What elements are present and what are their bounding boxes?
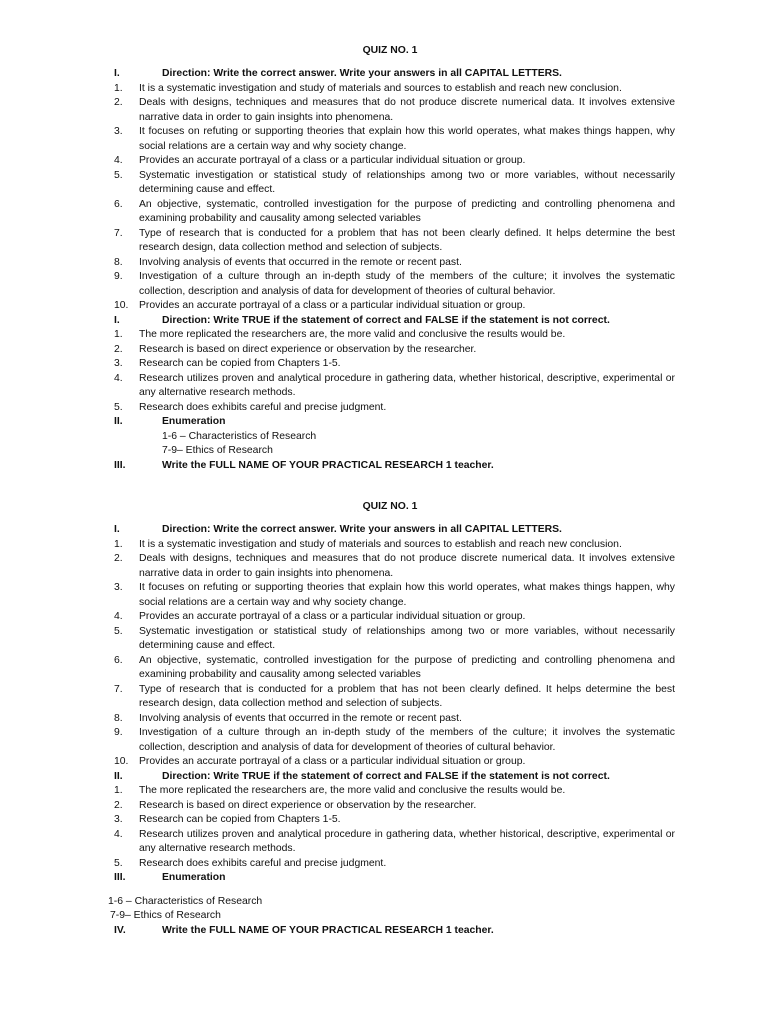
question-item	[0, 198, 768, 227]
direction-text: Direction: Write TRUE if the statement of correct and FALSE if the statement is not correct.	[162, 770, 610, 782]
roman-numeral: II.	[114, 770, 123, 782]
statement-item	[0, 357, 768, 372]
question-item	[0, 654, 768, 683]
item-text: Involving analysis of events that occurred in the remote or recent past.	[139, 712, 462, 724]
question-item	[0, 610, 768, 625]
item-text: Systematic investigation or statistical study of relationships among two or more variables, without necessarily determining cause and effect.	[139, 169, 675, 195]
question-item	[0, 82, 768, 97]
item-number: 6.	[114, 654, 123, 666]
item-number: 2.	[114, 343, 123, 355]
item-text: Deals with designs, techniques and measures that do not produce discrete numerical data. It involves extensive narrative data in order to gain insights into phenomena.	[139, 553, 675, 579]
item-text: Provides an accurate portrayal of a class or a particular individual situation or group.	[139, 155, 526, 166]
roman-numeral: IV.	[114, 924, 126, 936]
item-number: 2.	[114, 799, 123, 811]
statement-item	[0, 828, 768, 857]
section-heading	[0, 67, 768, 82]
item-number: 10.	[114, 756, 129, 767]
true-false-list	[0, 328, 768, 415]
item-text: Research can be copied from Chapters 1-5.	[139, 358, 341, 369]
direction-text: Direction: Write TRUE if the statement of correct and FALSE if the statement is not correct.	[162, 314, 610, 326]
item-text: An objective, systematic, controlled investigation for the purpose of predicting and controlling phenomena and examining probability and causality among selected variables	[139, 198, 675, 224]
item-number: 9.	[114, 271, 123, 282]
item-number: 7.	[114, 227, 123, 239]
quiz-2-section	[0, 500, 768, 938]
item-text: Research does exhibits careful and precise judgment.	[139, 401, 387, 413]
question-item	[0, 683, 768, 712]
item-number: 5.	[114, 857, 123, 869]
question-item	[0, 169, 768, 198]
enumeration-heading: Enumeration	[162, 416, 226, 427]
item-number: 1.	[114, 82, 123, 94]
quiz-title: QUIZ NO. 1	[362, 501, 418, 512]
roman-numeral: I.	[114, 524, 120, 535]
spacer	[0, 886, 768, 895]
item-text: Research does exhibits careful and precise judgment.	[139, 857, 387, 869]
item-number: 3.	[114, 126, 123, 137]
section-heading	[0, 871, 768, 886]
item-number: 5.	[114, 625, 123, 637]
statement-item	[0, 328, 768, 343]
instruction-text: Write the FULL NAME OF YOUR PRACTICAL RESEARCH 1 teacher.	[162, 459, 494, 471]
direction-text: Direction: Write the correct answer. Write your answers in all CAPITAL LETTERS.	[162, 524, 562, 535]
enumeration-line: 7-9– Ethics of Research	[110, 910, 221, 921]
item-text: Investigation of a culture through an in-depth study of the members of the culture; it involves the systematic collection, description and analysis of data for development of theories of cultural behavior.	[139, 271, 675, 297]
item-text: Investigation of a culture through an in-depth study of the members of the culture; it involves the systematic collection, description and analysis of data for development of theories of cultural behavior.	[139, 727, 675, 753]
item-number: 4.	[114, 828, 123, 840]
question-item	[0, 154, 768, 169]
item-text: Research is based on direct experience or observation by the researcher.	[139, 799, 477, 811]
item-number: 5.	[114, 401, 123, 413]
section-heading	[0, 924, 768, 939]
statement-item	[0, 343, 768, 358]
enumeration-line: 7-9– Ethics of Research	[162, 445, 273, 456]
item-number: 8.	[114, 712, 123, 724]
item-number: 6.	[114, 198, 123, 210]
question-item	[0, 712, 768, 727]
direction-text: Direction: Write the correct answer. Write your answers in all CAPITAL LETTERS.	[162, 68, 562, 79]
item-text: Provides an accurate portrayal of a class or a particular individual situation or group.	[139, 300, 526, 311]
item-number: 7.	[114, 683, 123, 695]
item-text: Type of research that is conducted for a problem that has not been clearly defined. It helps determine the best research design, data collection method and selection of subjects.	[139, 683, 675, 709]
roman-numeral: II.	[114, 416, 123, 427]
enumeration-line: 1-6 – Characteristics of Research	[162, 430, 317, 442]
section-heading	[0, 459, 768, 474]
item-number: 3.	[114, 814, 123, 825]
true-false-list	[0, 784, 768, 871]
roman-numeral: I.	[114, 314, 120, 326]
item-text: Research utilizes proven and analytical procedure in gathering data, whether historical, descriptive, experimental or any alternative research methods.	[139, 828, 675, 854]
item-text: It focuses on refuting or supporting theories that explain how this world operates, what makes things happen, why social relations are a certain way and why society change.	[139, 126, 675, 152]
statement-item	[0, 813, 768, 828]
item-number: 1.	[114, 329, 123, 340]
question-item	[0, 270, 768, 299]
statement-item	[0, 401, 768, 416]
item-text: Type of research that is conducted for a problem that has not been clearly defined. It helps determine the best research design, data collection method and selection of subjects.	[139, 227, 675, 253]
section-heading	[0, 314, 768, 329]
item-text: Provides an accurate portrayal of a class or a particular individual situation or group.	[139, 756, 526, 767]
section-heading	[0, 415, 768, 430]
item-number: 2.	[114, 97, 123, 108]
item-number: 10.	[114, 300, 129, 311]
question-item	[0, 125, 768, 154]
question-list	[0, 82, 768, 314]
statement-item	[0, 857, 768, 872]
quiz-1-section	[0, 44, 768, 473]
item-number: 9.	[114, 727, 123, 738]
roman-numeral: I.	[114, 68, 120, 79]
item-text: Deals with designs, techniques and measures that do not produce discrete numerical data. It involves extensive narrative data in order to gain insights into phenomena.	[139, 97, 675, 123]
question-item	[0, 552, 768, 581]
item-text: Provides an accurate portrayal of a class or a particular individual situation or group.	[139, 611, 526, 622]
item-number: 4.	[114, 611, 123, 622]
item-text: Involving analysis of events that occurred in the remote or recent past.	[139, 256, 462, 268]
question-item	[0, 581, 768, 610]
enumeration-heading: Enumeration	[162, 872, 226, 883]
item-number: 2.	[114, 553, 123, 564]
item-text: Research can be copied from Chapters 1-5.	[139, 814, 341, 825]
instruction-text: Write the FULL NAME OF YOUR PRACTICAL RESEARCH 1 teacher.	[162, 924, 494, 936]
question-item	[0, 726, 768, 755]
item-text: Systematic investigation or statistical study of relationships among two or more variables, without necessarily determining cause and effect.	[139, 625, 675, 651]
roman-numeral: III.	[114, 872, 126, 883]
question-item	[0, 299, 768, 314]
item-text: It focuses on refuting or supporting theories that explain how this world operates, what makes things happen, why social relations are a certain way and why society change.	[139, 582, 675, 608]
item-number: 3.	[114, 582, 123, 593]
item-text: It is a systematic investigation and study of materials and sources to establish and reach new conclusion.	[139, 82, 622, 94]
item-text: Research utilizes proven and analytical procedure in gathering data, whether historical, descriptive, experimental or any alternative research methods.	[139, 372, 675, 398]
item-number: 1.	[114, 785, 123, 796]
enumeration-line: 1-6 – Characteristics of Research	[108, 895, 263, 907]
section-heading	[0, 770, 768, 785]
question-item	[0, 755, 768, 770]
statement-item	[0, 784, 768, 799]
question-item	[0, 538, 768, 553]
statement-item	[0, 799, 768, 814]
quiz-title: QUIZ NO. 1	[362, 45, 418, 56]
question-item	[0, 256, 768, 271]
item-number: 4.	[114, 372, 123, 384]
item-number: 8.	[114, 256, 123, 268]
item-text: The more replicated the researchers are, the more valid and conclusive the results would be.	[139, 329, 566, 340]
item-text: It is a systematic investigation and study of materials and sources to establish and reach new conclusion.	[139, 538, 622, 550]
item-text: An objective, systematic, controlled investigation for the purpose of predicting and controlling phenomena and examining probability and causality among selected variables	[139, 654, 675, 680]
question-item	[0, 227, 768, 256]
item-number: 3.	[114, 358, 123, 369]
question-item	[0, 96, 768, 125]
question-item	[0, 625, 768, 654]
item-number: 4.	[114, 155, 123, 166]
section-heading	[0, 523, 768, 538]
question-list	[0, 538, 768, 770]
item-text: The more replicated the researchers are, the more valid and conclusive the results would be.	[139, 785, 566, 796]
item-number: 1.	[114, 538, 123, 550]
item-number: 5.	[114, 169, 123, 181]
item-text: Research is based on direct experience or observation by the researcher.	[139, 343, 477, 355]
roman-numeral: III.	[114, 459, 126, 471]
statement-item	[0, 372, 768, 401]
